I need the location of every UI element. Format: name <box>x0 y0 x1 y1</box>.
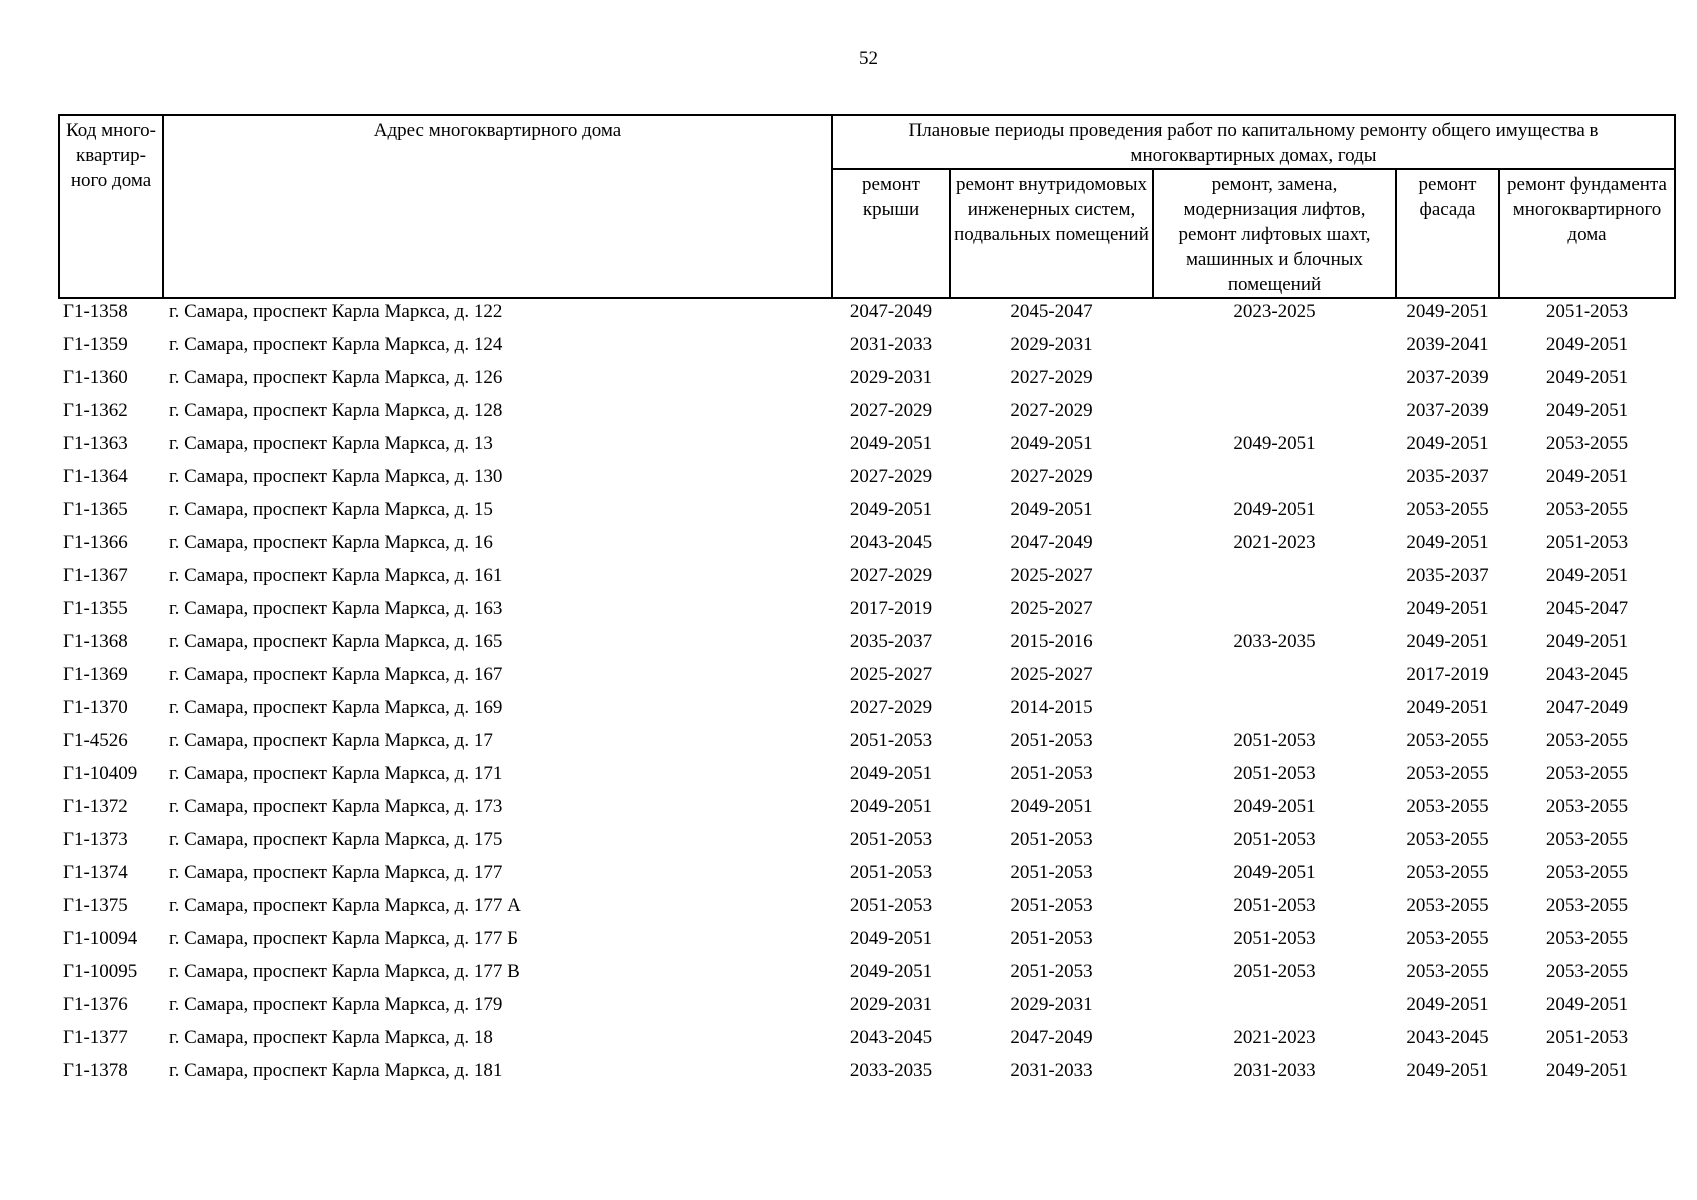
table-row <box>59 1058 1675 1091</box>
cell-address: г. Самара, проспект Карла Маркса, д. 15 <box>169 499 493 520</box>
cell-roof: 2049-2051 <box>849 796 933 817</box>
header-facade: ремонт фасада <box>1396 169 1499 298</box>
page-number: 52 <box>859 48 878 69</box>
cell-facade: 2053-2055 <box>1406 730 1489 751</box>
cell-engineering: 2051-2053 <box>1010 961 1093 982</box>
table-row <box>59 530 1675 563</box>
cell-address: г. Самара, проспект Карла Маркса, д. 124 <box>169 334 503 355</box>
cell-foundation: 2053-2055 <box>1545 862 1629 883</box>
table-row <box>59 464 1675 497</box>
cell-facade: 2035-2037 <box>1406 466 1489 487</box>
cell-address: г. Самара, проспект Карла Маркса, д. 175 <box>169 829 503 850</box>
cell-address: г. Самара, проспект Карла Маркса, д. 126 <box>169 367 503 388</box>
cell-facade: 2049-2051 <box>1406 433 1489 454</box>
cell-address: г. Самара, проспект Карла Маркса, д. 177 В <box>169 961 520 982</box>
cell-code: Г1-1364 <box>63 466 128 487</box>
cell-address: г. Самара, проспект Карла Маркса, д. 122 <box>169 301 503 322</box>
table-row <box>59 860 1675 893</box>
cell-lifts: 2049-2051 <box>1233 499 1316 520</box>
cell-address: г. Самара, проспект Карла Маркса, д. 130 <box>169 466 503 487</box>
cell-address: г. Самара, проспект Карла Маркса, д. 128 <box>169 400 503 421</box>
cell-engineering: 2051-2053 <box>1010 763 1093 784</box>
table-row <box>59 695 1675 728</box>
cell-engineering: 2027-2029 <box>1010 367 1093 388</box>
cell-address: г. Самара, проспект Карла Маркса, д. 177 <box>169 862 503 883</box>
cell-address: г. Самара, проспект Карла Маркса, д. 181 <box>169 1060 503 1081</box>
cell-code: Г1-1368 <box>63 631 128 652</box>
cell-address: г. Самара, проспект Карла Маркса, д. 177 А <box>169 895 521 916</box>
cell-address: г. Самара, проспект Карла Маркса, д. 161 <box>169 565 503 586</box>
cell-code: Г1-4526 <box>63 730 128 751</box>
cell-code: Г1-1355 <box>63 598 128 619</box>
cell-code: Г1-1375 <box>63 895 128 916</box>
table-row <box>59 728 1675 761</box>
header-roof: ремонт крыши <box>832 169 950 298</box>
cell-engineering: 2047-2049 <box>1010 1027 1093 1048</box>
cell-lifts <box>1153 365 1396 398</box>
table-row <box>59 827 1675 860</box>
cell-facade: 2053-2055 <box>1406 796 1489 817</box>
cell-address: г. Самара, проспект Карла Маркса, д. 16 <box>169 532 493 553</box>
cell-facade: 2053-2055 <box>1406 961 1489 982</box>
cell-roof: 2047-2049 <box>849 301 933 322</box>
cell-address: г. Самара, проспект Карла Маркса, д. 163 <box>169 598 503 619</box>
cell-lifts: 2051-2053 <box>1233 928 1316 949</box>
cell-code: Г1-10094 <box>63 928 138 949</box>
cell-engineering: 2025-2027 <box>1010 598 1093 619</box>
table-row <box>59 298 1675 332</box>
cell-foundation: 2053-2055 <box>1545 961 1629 982</box>
cell-lifts <box>1153 398 1396 431</box>
cell-facade: 2049-2051 <box>1406 994 1489 1015</box>
table-row <box>59 794 1675 827</box>
cell-foundation: 2045-2047 <box>1545 598 1629 619</box>
table-row <box>59 761 1675 794</box>
cell-lifts <box>1153 464 1396 497</box>
cell-engineering: 2014-2015 <box>1010 697 1093 718</box>
cell-foundation: 2049-2051 <box>1545 631 1629 652</box>
cell-code: Г1-1365 <box>63 499 128 520</box>
cell-facade: 2053-2055 <box>1406 829 1489 850</box>
cell-engineering: 2045-2047 <box>1010 301 1093 322</box>
cell-foundation: 2049-2051 <box>1545 466 1629 487</box>
cell-foundation: 2053-2055 <box>1545 763 1629 784</box>
cell-engineering: 2027-2029 <box>1010 400 1093 421</box>
cell-lifts: 2051-2053 <box>1233 763 1316 784</box>
cell-foundation: 2049-2051 <box>1545 994 1629 1015</box>
cell-facade: 2053-2055 <box>1406 862 1489 883</box>
cell-foundation: 2053-2055 <box>1545 433 1629 454</box>
cell-address: г. Самара, проспект Карла Маркса, д. 17 <box>169 730 493 751</box>
cell-engineering: 2047-2049 <box>1010 532 1093 553</box>
cell-engineering: 2049-2051 <box>1010 433 1093 454</box>
cell-engineering: 2051-2053 <box>1010 730 1093 751</box>
header-lifts: ремонт, замена, модернизация лифтов, ремонт лифтовых шахт, машинных и блочных помещений <box>1153 169 1396 298</box>
table-header <box>59 115 1675 298</box>
cell-lifts: 2049-2051 <box>1233 796 1316 817</box>
cell-roof: 2049-2051 <box>849 928 933 949</box>
table-row <box>59 893 1675 926</box>
cell-roof: 2049-2051 <box>849 499 933 520</box>
cell-engineering: 2025-2027 <box>1010 565 1093 586</box>
table-row <box>59 563 1675 596</box>
cell-facade: 2035-2037 <box>1406 565 1489 586</box>
cell-engineering: 2049-2051 <box>1010 796 1093 817</box>
table-row <box>59 332 1675 365</box>
cell-lifts: 2021-2023 <box>1233 1027 1316 1048</box>
table-row <box>59 398 1675 431</box>
table-row <box>59 365 1675 398</box>
cell-code: Г1-1376 <box>63 994 128 1015</box>
table-row <box>59 1025 1675 1058</box>
cell-lifts: 2051-2053 <box>1233 895 1316 916</box>
cell-facade: 2053-2055 <box>1406 499 1489 520</box>
cell-foundation: 2053-2055 <box>1545 928 1629 949</box>
table-row <box>59 596 1675 629</box>
header-engineering: ремонт внутридомовых инженерных систем, подвальных помещений <box>950 169 1153 298</box>
cell-facade: 2043-2045 <box>1406 1027 1489 1048</box>
cell-lifts <box>1153 992 1396 1025</box>
cell-roof: 2051-2053 <box>849 730 933 751</box>
cell-roof: 2051-2053 <box>849 829 933 850</box>
table-row <box>59 959 1675 992</box>
cell-lifts <box>1153 662 1396 695</box>
cell-foundation: 2053-2055 <box>1545 796 1629 817</box>
cell-engineering: 2031-2033 <box>1010 1060 1093 1081</box>
cell-foundation: 2051-2053 <box>1545 1027 1629 1048</box>
cell-roof: 2029-2031 <box>849 994 933 1015</box>
cell-engineering: 2051-2053 <box>1010 895 1093 916</box>
table-body <box>59 298 1675 1091</box>
cell-code: Г1-1378 <box>63 1060 128 1081</box>
cell-address: г. Самара, проспект Карла Маркса, д. 171 <box>169 763 503 784</box>
table-row <box>59 497 1675 530</box>
cell-roof: 2027-2029 <box>849 400 933 421</box>
cell-lifts: 2023-2025 <box>1233 301 1316 322</box>
cell-lifts <box>1153 596 1396 629</box>
cell-code: Г1-1366 <box>63 532 128 553</box>
cell-roof: 2049-2051 <box>849 763 933 784</box>
cell-engineering: 2029-2031 <box>1010 994 1093 1015</box>
cell-roof: 2043-2045 <box>849 1027 933 1048</box>
cell-facade: 2039-2041 <box>1406 334 1489 355</box>
cell-code: Г1-1372 <box>63 796 128 817</box>
cell-facade: 2049-2051 <box>1406 532 1489 553</box>
cell-foundation: 2043-2045 <box>1545 664 1629 685</box>
cell-facade: 2049-2051 <box>1406 301 1489 322</box>
cell-lifts: 2049-2051 <box>1233 862 1316 883</box>
cell-facade: 2037-2039 <box>1406 400 1489 421</box>
cell-address: г. Самара, проспект Карла Маркса, д. 167 <box>169 664 503 685</box>
cell-facade: 2049-2051 <box>1406 697 1489 718</box>
cell-code: Г1-1370 <box>63 697 128 718</box>
cell-foundation: 2049-2051 <box>1545 1060 1629 1081</box>
cell-engineering: 2027-2029 <box>1010 466 1093 487</box>
cell-roof: 2051-2053 <box>849 895 933 916</box>
header-planned-periods-label: Плановые периоды проведения работ по капитальному ремонту общего имущества в многоквартирных домах, годы <box>908 120 1599 166</box>
cell-roof: 2017-2019 <box>849 598 933 619</box>
cell-foundation: 2053-2055 <box>1545 829 1629 850</box>
cell-roof: 2051-2053 <box>849 862 933 883</box>
cell-engineering: 2025-2027 <box>1010 664 1093 685</box>
cell-facade: 2053-2055 <box>1406 763 1489 784</box>
cell-engineering: 2049-2051 <box>1010 499 1093 520</box>
cell-foundation: 2049-2051 <box>1545 334 1629 355</box>
cell-lifts: 2051-2053 <box>1233 730 1316 751</box>
cell-roof: 2027-2029 <box>849 697 933 718</box>
header-planned-periods <box>832 115 1675 169</box>
cell-foundation: 2051-2053 <box>1545 532 1629 553</box>
cell-foundation: 2049-2051 <box>1545 367 1629 388</box>
cell-roof: 2027-2029 <box>849 466 933 487</box>
cell-address: г. Самара, проспект Карла Маркса, д. 18 <box>169 1027 493 1048</box>
cell-address: г. Самара, проспект Карла Маркса, д. 13 <box>169 433 493 454</box>
cell-facade: 2053-2055 <box>1406 928 1489 949</box>
cell-engineering: 2051-2053 <box>1010 829 1093 850</box>
cell-lifts <box>1153 332 1396 365</box>
cell-facade: 2017-2019 <box>1406 664 1489 685</box>
cell-foundation: 2053-2055 <box>1545 499 1629 520</box>
table-row <box>59 662 1675 695</box>
cell-roof: 2049-2051 <box>849 433 933 454</box>
cell-lifts: 2031-2033 <box>1233 1060 1316 1081</box>
table-row <box>59 431 1675 464</box>
cell-facade: 2049-2051 <box>1406 631 1489 652</box>
cell-address: г. Самара, проспект Карла Маркса, д. 177 Б <box>169 928 519 949</box>
cell-code: Г1-10095 <box>63 961 138 982</box>
cell-roof: 2027-2029 <box>849 565 933 586</box>
cell-foundation: 2051-2053 <box>1545 301 1629 322</box>
cell-facade: 2049-2051 <box>1406 1060 1489 1081</box>
cell-engineering: 2051-2053 <box>1010 928 1093 949</box>
cell-lifts: 2033-2035 <box>1233 631 1316 652</box>
cell-code: Г1-1359 <box>63 334 128 355</box>
cell-foundation: 2049-2051 <box>1545 565 1629 586</box>
cell-roof: 2031-2033 <box>849 334 933 355</box>
table-row <box>59 992 1675 1025</box>
cell-lifts: 2051-2053 <box>1233 829 1316 850</box>
cell-foundation: 2047-2049 <box>1545 697 1629 718</box>
cell-engineering: 2029-2031 <box>1010 334 1093 355</box>
cell-roof: 2033-2035 <box>849 1060 933 1081</box>
cell-foundation: 2049-2051 <box>1545 400 1629 421</box>
cell-code: Г1-1362 <box>63 400 128 421</box>
cell-foundation: 2053-2055 <box>1545 895 1629 916</box>
cell-address: г. Самара, проспект Карла Маркса, д. 169 <box>169 697 503 718</box>
cell-engineering: 2015-2016 <box>1010 631 1093 652</box>
cell-code: Г1-1373 <box>63 829 128 850</box>
cell-facade: 2053-2055 <box>1406 895 1489 916</box>
cell-facade: 2049-2051 <box>1406 598 1489 619</box>
cell-lifts: 2051-2053 <box>1233 961 1316 982</box>
cell-code: Г1-10409 <box>63 763 138 784</box>
header-code: Код много-квартир-ного дома <box>59 115 163 298</box>
cell-facade: 2037-2039 <box>1406 367 1489 388</box>
cell-engineering: 2051-2053 <box>1010 862 1093 883</box>
cell-address: г. Самара, проспект Карла Маркса, д. 173 <box>169 796 503 817</box>
cell-code: Г1-1369 <box>63 664 128 685</box>
cell-lifts: 2049-2051 <box>1233 433 1316 454</box>
cell-lifts <box>1153 695 1396 728</box>
header-foundation: ремонт фундамента многоквартирного дома <box>1499 169 1675 298</box>
cell-code: Г1-1367 <box>63 565 128 586</box>
cell-roof: 2029-2031 <box>849 367 933 388</box>
capital-repair-plan-table <box>58 114 1676 1091</box>
cell-code: Г1-1374 <box>63 862 128 883</box>
cell-address: г. Самара, проспект Карла Маркса, д. 179 <box>169 994 503 1015</box>
cell-lifts <box>1153 563 1396 596</box>
cell-roof: 2043-2045 <box>849 532 933 553</box>
cell-roof: 2025-2027 <box>849 664 933 685</box>
cell-roof: 2049-2051 <box>849 961 933 982</box>
cell-code: Г1-1363 <box>63 433 128 454</box>
cell-code: Г1-1377 <box>63 1027 128 1048</box>
header-address: Адрес многоквартирного дома <box>163 115 832 298</box>
cell-address: г. Самара, проспект Карла Маркса, д. 165 <box>169 631 503 652</box>
cell-code: Г1-1360 <box>63 367 128 388</box>
cell-foundation: 2053-2055 <box>1545 730 1629 751</box>
cell-roof: 2035-2037 <box>849 631 933 652</box>
table-row <box>59 926 1675 959</box>
cell-lifts: 2021-2023 <box>1233 532 1316 553</box>
cell-code: Г1-1358 <box>63 301 128 322</box>
table-row <box>59 629 1675 662</box>
